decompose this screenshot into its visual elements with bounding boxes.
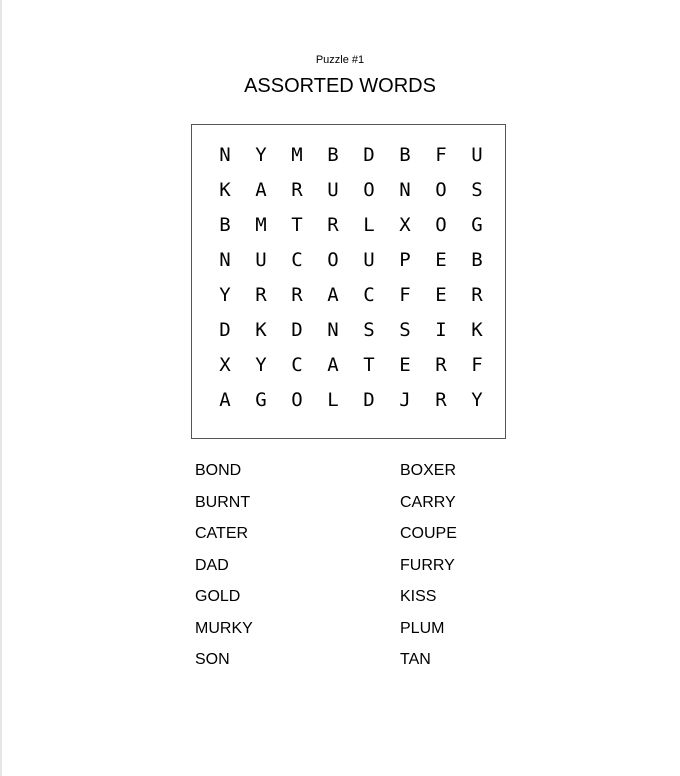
- grid-cell[interactable]: B: [471, 249, 483, 271]
- word-list-item: GOLD: [195, 588, 241, 605]
- grid-cell[interactable]: C: [363, 284, 375, 306]
- grid-cell[interactable]: F: [399, 284, 411, 306]
- word-list-item: BOND: [195, 462, 242, 479]
- grid-cell[interactable]: G: [471, 214, 483, 236]
- grid-cell[interactable]: C: [291, 354, 303, 376]
- grid-cell[interactable]: N: [219, 144, 231, 166]
- grid-cell[interactable]: S: [363, 319, 375, 341]
- grid-cell[interactable]: E: [435, 284, 447, 306]
- grid-row: [192, 208, 505, 243]
- grid-cell[interactable]: I: [435, 319, 447, 341]
- grid-cell[interactable]: O: [291, 389, 303, 411]
- grid-cell[interactable]: R: [327, 214, 339, 236]
- grid-cell[interactable]: R: [255, 284, 267, 306]
- grid-cell[interactable]: G: [255, 389, 267, 411]
- grid-cell[interactable]: A: [219, 389, 231, 411]
- grid-cell[interactable]: A: [255, 179, 267, 201]
- grid-row: [192, 383, 505, 418]
- grid-cell[interactable]: R: [435, 389, 447, 411]
- grid-cell[interactable]: S: [399, 319, 411, 341]
- grid-cell[interactable]: X: [399, 214, 411, 236]
- word-list-item: DAD: [195, 556, 229, 574]
- grid-cell[interactable]: F: [435, 144, 447, 166]
- grid-cell[interactable]: R: [291, 179, 303, 201]
- grid-cell[interactable]: P: [399, 249, 411, 271]
- grid-cell[interactable]: L: [327, 389, 339, 411]
- grid-cell[interactable]: R: [471, 284, 483, 306]
- grid-cell[interactable]: D: [363, 389, 375, 411]
- grid-cell[interactable]: O: [327, 249, 339, 271]
- word-list-item: TAN: [400, 651, 431, 668]
- grid-cell[interactable]: K: [471, 319, 483, 341]
- word-list-item: FURRY: [400, 556, 455, 574]
- word-list-item: BOXER: [400, 462, 457, 479]
- grid-cell[interactable]: U: [471, 144, 483, 166]
- word-list-item: CATER: [195, 525, 249, 542]
- grid-row: [192, 138, 505, 173]
- grid-cell[interactable]: J: [399, 389, 411, 411]
- grid-cell[interactable]: U: [363, 249, 375, 271]
- grid-cell[interactable]: D: [291, 319, 303, 341]
- grid-cell[interactable]: N: [219, 249, 231, 271]
- grid-cell[interactable]: A: [327, 354, 339, 376]
- grid-cell[interactable]: K: [255, 319, 267, 341]
- word-list-item: KISS: [400, 588, 437, 605]
- word-list-item: SON: [195, 651, 230, 668]
- grid-cell[interactable]: D: [363, 144, 375, 166]
- grid-cell[interactable]: A: [327, 284, 339, 306]
- grid-row: [192, 348, 505, 383]
- grid-cell[interactable]: R: [291, 284, 303, 306]
- grid-cell[interactable]: T: [291, 214, 303, 236]
- grid-row: [192, 243, 505, 278]
- grid-row: [192, 313, 505, 348]
- page-edge: [0, 0, 2, 776]
- grid-cell[interactable]: U: [327, 179, 339, 201]
- grid-cell[interactable]: L: [363, 214, 375, 236]
- word-list-item: MURKY: [195, 619, 253, 637]
- grid-cell[interactable]: Y: [219, 284, 231, 306]
- grid-cell[interactable]: E: [399, 354, 411, 376]
- grid-cell[interactable]: M: [255, 214, 267, 236]
- grid-cell[interactable]: F: [471, 354, 483, 376]
- word-list-item: BURNT: [195, 493, 251, 511]
- grid-cell[interactable]: B: [399, 144, 411, 166]
- grid-cell[interactable]: B: [327, 144, 339, 166]
- grid-cell[interactable]: S: [471, 179, 483, 201]
- puzzle-number: Puzzle #1: [315, 54, 365, 66]
- letter-grid: [191, 124, 506, 439]
- grid-cell[interactable]: T: [363, 354, 375, 376]
- grid-cell[interactable]: O: [363, 179, 375, 201]
- grid-row: [192, 278, 505, 313]
- grid-cell[interactable]: U: [255, 249, 267, 271]
- puzzle-title: ASSORTED WORDS: [244, 75, 436, 97]
- grid-cell[interactable]: O: [435, 179, 447, 201]
- grid-cell[interactable]: E: [435, 249, 447, 271]
- grid-cell[interactable]: Y: [255, 144, 267, 166]
- grid-cell[interactable]: N: [399, 179, 411, 201]
- grid-cell[interactable]: N: [327, 319, 339, 341]
- grid-cell[interactable]: R: [435, 354, 447, 376]
- grid-cell[interactable]: Y: [471, 389, 483, 411]
- word-list-item: CARRY: [400, 493, 456, 511]
- grid-cell[interactable]: Y: [255, 354, 267, 376]
- grid-cell[interactable]: M: [291, 144, 303, 166]
- grid-cell[interactable]: K: [219, 179, 231, 201]
- grid-cell[interactable]: B: [219, 214, 231, 236]
- word-list-item: COUPE: [400, 525, 457, 542]
- grid-cell[interactable]: D: [219, 319, 231, 341]
- grid-row: [192, 173, 505, 208]
- grid-cell[interactable]: O: [435, 214, 447, 236]
- grid-cell[interactable]: X: [219, 354, 231, 376]
- grid-cell[interactable]: C: [291, 249, 303, 271]
- word-list-item: PLUM: [400, 619, 445, 637]
